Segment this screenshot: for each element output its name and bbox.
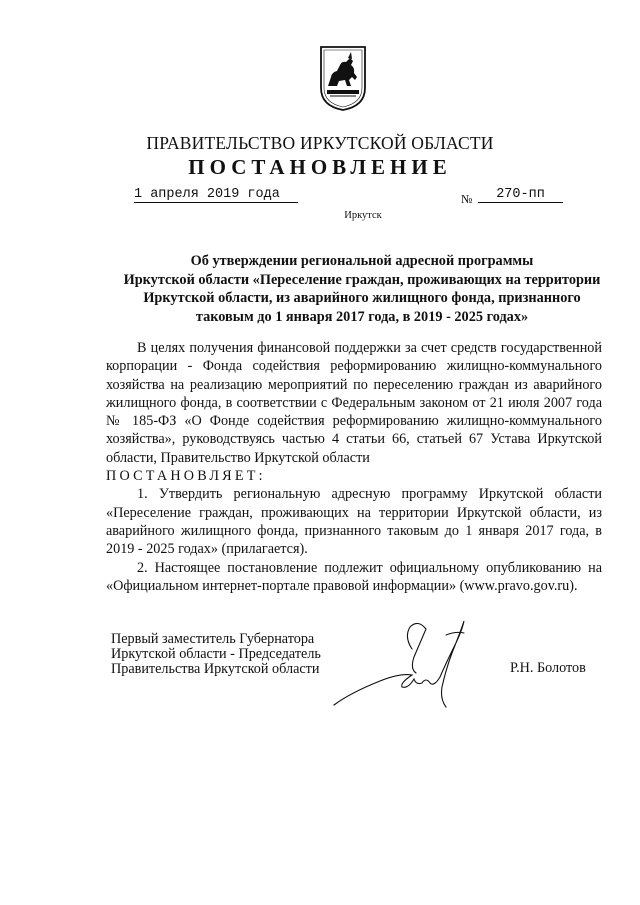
signer-position [111,632,321,677]
document-body [106,339,602,595]
signer-position-line: Первый заместитель Губернатора [111,631,315,647]
decree-word: ПОСТАНОВЛЯЕТ: [106,468,266,485]
document-heading [88,252,636,326]
signature-icon [330,613,480,713]
heading-line: Иркутской области, из аварийного жилищного фонда, признанного [143,290,581,306]
item-2-paragraph: 2. Настоящее постановление подлежит официальному опубликованию на «Официальном интернет-портале правовой информации» (www.pravo.gov.ru). [106,559,602,594]
heading-line: Иркутской области «Переселение граждан, проживающих на территории [123,271,601,288]
document-type-title: ПОСТАНОВЛЕНИЕ [188,155,452,179]
preamble-paragraph: В целях получения финансовой поддержки за счет средств государственной корпорации - Фонда содействия реформированию жилищно-коммунального хозяйства на реализацию мероприятий по переселению граждан из аварийного жилищного фонда, в соответствии с Федеральным законом от 21 июля 2007 года № 185-ФЗ «О Фонде содействия реформированию жилищно-коммунального хозяйства», руководствуясь частью 4 статьи 66, статьей 67 Устава Иркутской области, Правительство Иркутской области [106,340,602,466]
document-city: Иркутск [344,210,382,221]
signer-position-line: Иркутской области - Председатель [111,646,321,662]
number-label: № [461,192,473,206]
item-1-paragraph: 1. Утвердить региональную адресную программу Иркутской области «Переселение граждан, проживающих на территории Иркутской области, из аварийного жилищного фонда, признанного таковым до 1 января 2017 года, в 2019 - 2025 годах» (прилагается). [106,486,602,558]
document-number: 270-пп [478,187,563,203]
coat-of-arms-icon [318,44,368,112]
government-name: ПРАВИТЕЛЬСТВО ИРКУТСКОЙ ОБЛАСТИ [146,133,494,153]
heading-line: таковым до 1 января 2017 года, в 2019 - 2025 годах» [195,308,529,325]
heading-line: Об утверждении региональной адресной программы [190,253,534,269]
signer-name: Р.Н. Болотов [510,660,586,676]
signer-position-line: Правительства Иркутской области [111,661,320,677]
document-date: 1 апреля 2019 года [134,187,298,203]
